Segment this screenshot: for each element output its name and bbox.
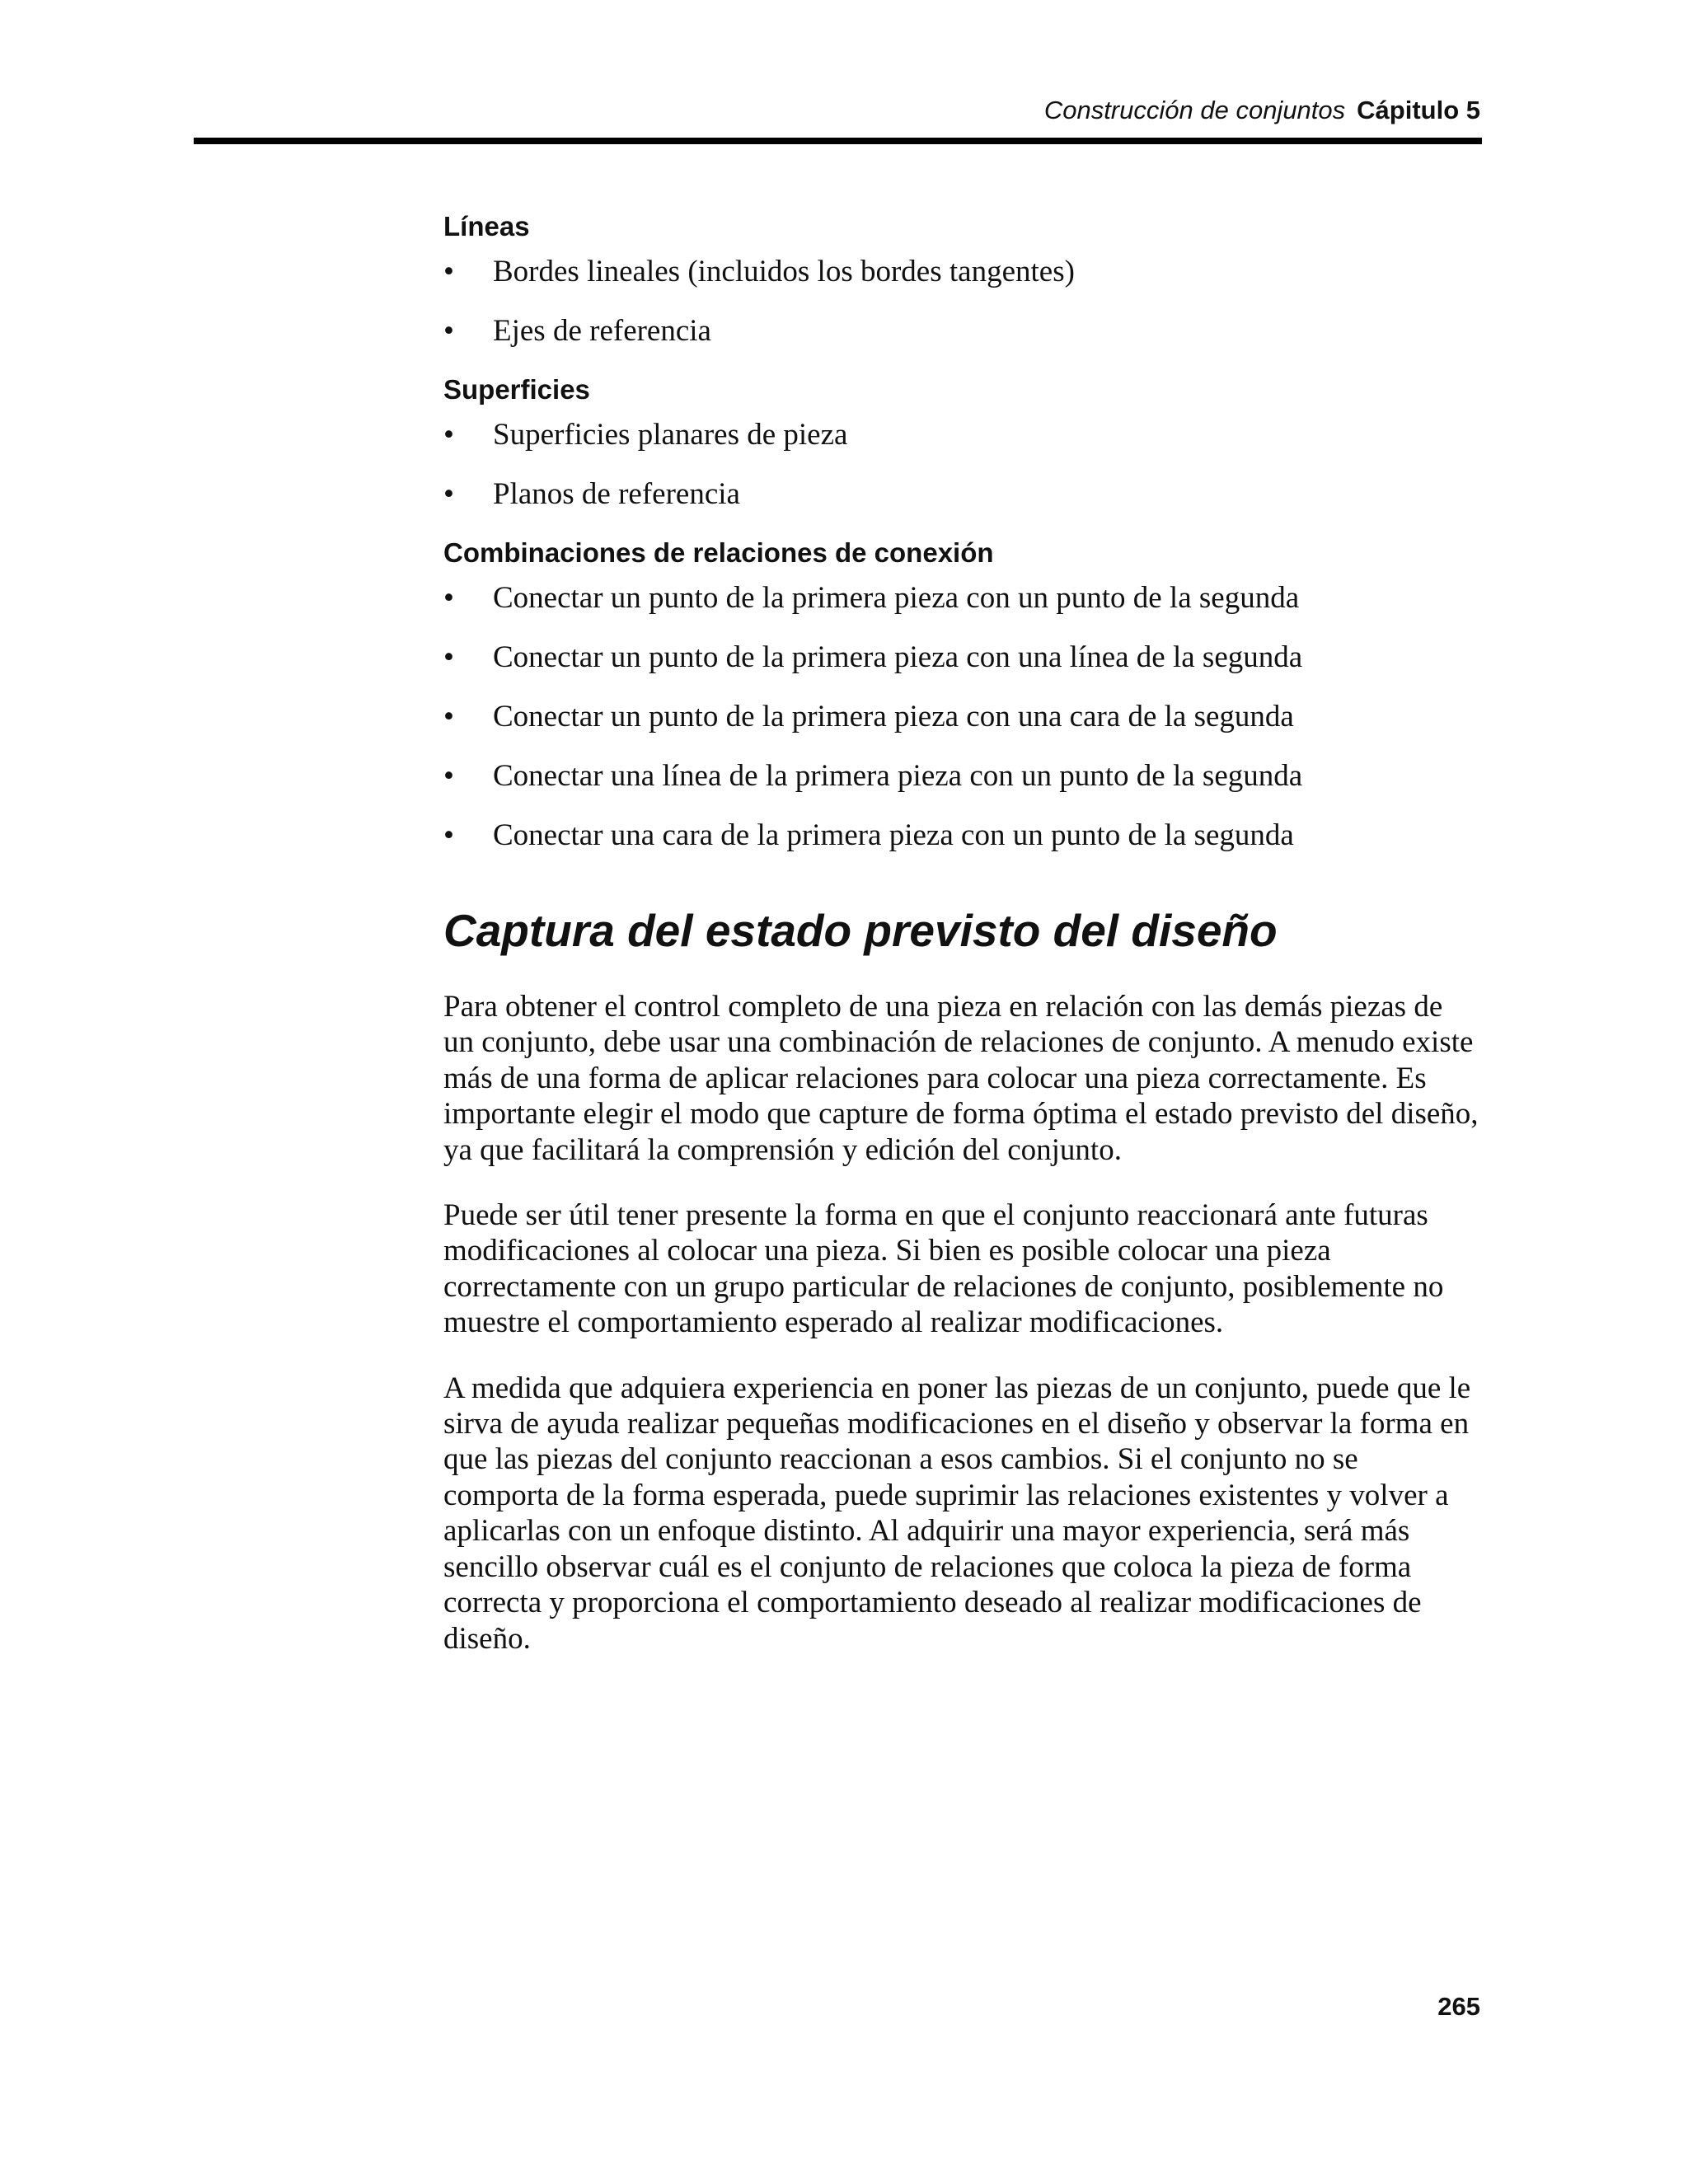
bullet-icon: • [443,418,454,452]
bullet-icon: • [443,700,454,733]
group-heading: Superficies [443,374,590,405]
section-title: Captura del estado previsto del diseño [443,905,1278,956]
list-item-text: Superficies planares de pieza [493,418,848,452]
bullet-icon: • [443,255,454,288]
group-heading: Líneas [443,211,530,241]
bullet-icon: • [443,314,454,348]
paragraph: A medida que adquiera experiencia en poner las piezas de un conjunto, puede que le sirva de ayuda realizar pequeñas modificaciones en el diseño y observar la forma en que las piezas del conjunto reaccionan a esos cambios. Si el conjunto no se comporta de la forma esperada, puede suprimir las relaciones existentes y volver a aplicarlas con un enfoque distinto. Al adquirir una mayor experiencia, será más sencillo observar cuál es el conjunto de relaciones que coloca la pieza de forma correcta y proporciona el comportamiento deseado al realizar modificaciones de diseño. [443,1371,1471,1656]
bullet-icon: • [443,477,454,511]
header-section-name: Construcción de conjuntos [1043,96,1346,124]
list-item [443,476,1490,513]
bullet-list [443,254,1490,349]
paragraph: Para obtener el control completo de una pieza en relación con las demás piezas de un conjunto, debe usar una combinación de relaciones de conjunto. A menudo existe más de una forma de aplicar relaciones para colocar una pieza correctamente. Es importante elegir el modo que capture de forma óptima el estado previsto del diseño, ya que facilitará la comprensión y edición del conjunto. [443,990,1479,1167]
page-number: 265 [1437,1992,1480,2021]
list-item-text: Planos de referencia [493,477,740,511]
bullet-list [443,580,1490,854]
group-combinaciones [443,534,1490,854]
list-item-text: Bordes lineales (incluidos los bordes tangentes) [493,255,1075,288]
list-item [443,699,1490,735]
bullet-list [443,417,1490,513]
list-item-text: Conectar un punto de la primera pieza con un punto de la segunda [493,581,1300,615]
list-item-text: Conectar un punto de la primera pieza con una línea de la segunda [493,640,1303,674]
list-item [443,313,1490,349]
bullet-icon: • [443,759,454,793]
list-item [443,254,1490,290]
list-item-text: Conectar un punto de la primera pieza con una cara de la segunda [493,700,1294,733]
list-item [443,818,1490,854]
list-item-text: Conectar una línea de la primera pieza con un punto de la segunda [493,759,1303,793]
paragraph: Puede ser útil tener presente la forma en que el conjunto reaccionará ante futuras modificaciones al colocar una pieza. Si bien es posible colocar una pieza correctamente con un grupo particular de relaciones de conjunto, posiblemente no muestre el comportamiento esperado al realizar modificaciones. [443,1198,1444,1340]
group-lineas [443,208,1490,349]
running-header [1044,96,1480,125]
group-heading: Combinaciones de relaciones de conexión [443,537,994,568]
group-superficies [443,371,1490,513]
list-item [443,580,1490,616]
header-rule [194,138,1482,144]
bullet-icon: • [443,640,454,674]
list-item [443,417,1490,453]
list-item [443,758,1490,794]
bullet-icon: • [443,818,454,852]
bullet-icon: • [443,581,454,615]
page-body [443,208,1490,1686]
header-chapter-label: Cápitulo 5 [1357,96,1480,124]
list-item-text: Conectar una cara de la primera pieza con un punto de la segunda [493,818,1294,852]
list-item [443,640,1490,676]
list-item-text: Ejes de referencia [493,314,711,348]
